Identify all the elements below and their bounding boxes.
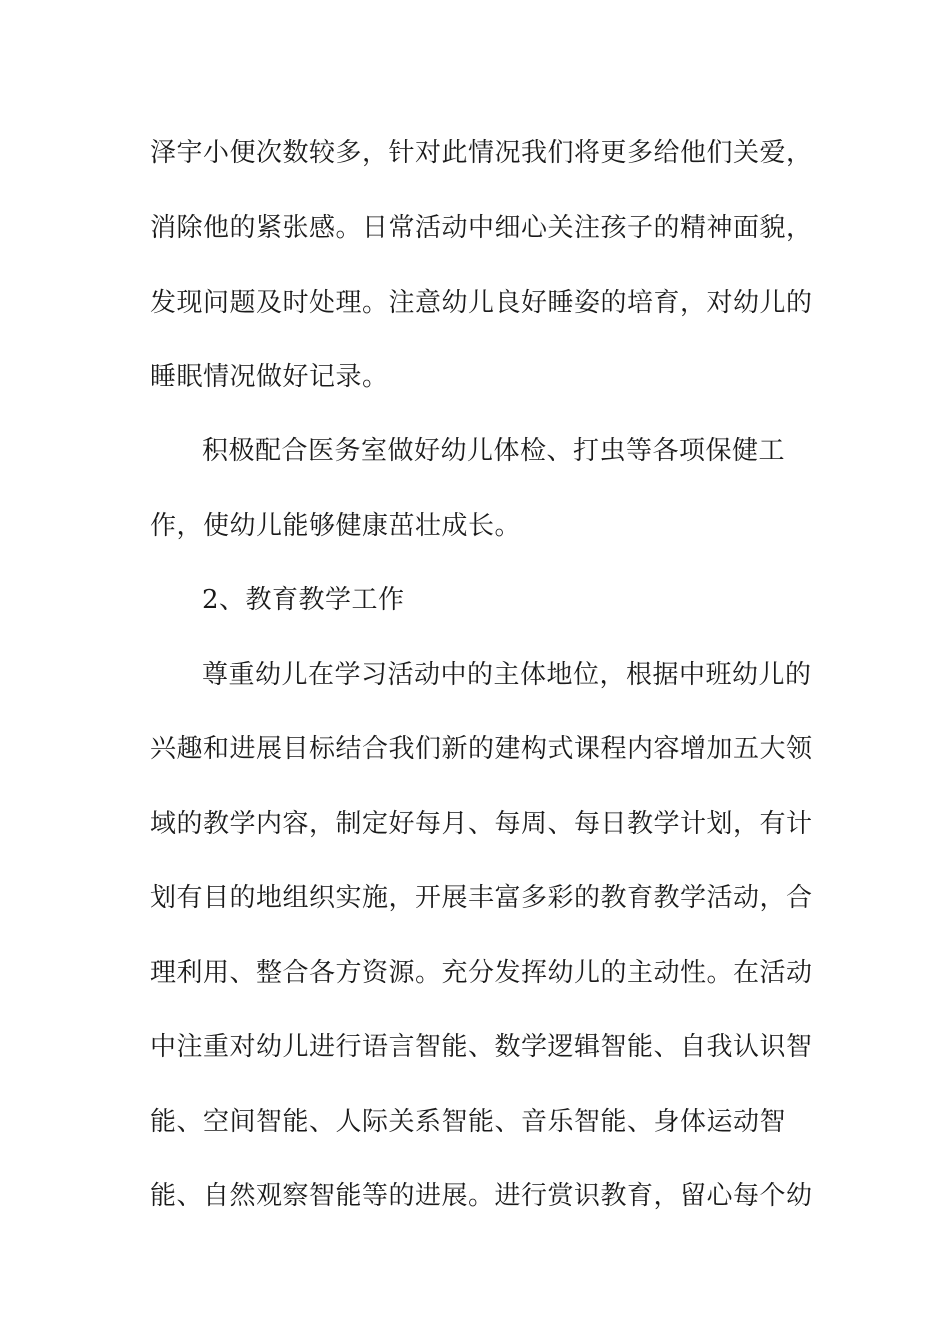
paragraph-line-9: 兴趣和进展目标结合我们新的建构式课程内容增加五大领	[150, 734, 813, 764]
paragraph-line-2: 消除他的紧张感。日常活动中细心关注孩子的精神面貌，	[150, 213, 813, 243]
paragraph-line-5: 积极配合医务室做好幼儿体检、打虫等各项保健工	[202, 436, 786, 466]
section-heading: 2、教育教学工作	[202, 585, 405, 615]
paragraph-line-8: 尊重幼儿在学习活动中的主体地位，根据中班幼儿的	[202, 660, 812, 690]
paragraph-line-15: 能、自然观察智能等的进展。进行赏识教育，留心每个幼	[150, 1181, 813, 1211]
paragraph-line-12: 理利用、整合各方资源。充分发挥幼儿的主动性。在活动	[150, 958, 813, 988]
paragraph-line-11: 划有目的地组织实施，开展丰富多彩的教育教学活动，合	[150, 883, 813, 913]
paragraph-line-13: 中注重对幼儿进行语言智能、数学逻辑智能、自我认识智	[150, 1032, 813, 1062]
paragraph-line-14: 能、空间智能、人际关系智能、音乐智能、身体运动智	[150, 1107, 787, 1137]
paragraph-line-1: 泽宇小便次数较多，针对此情况我们将更多给他们关爱，	[150, 138, 813, 168]
paragraph-line-4: 睡眠情况做好记录。	[150, 362, 389, 392]
paragraph-line-10: 域的教学内容，制定好每月、每周、每日教学计划，有计	[150, 809, 813, 839]
paragraph-line-3: 发现问题及时处理。注意幼儿良好睡姿的培育，对幼儿的	[150, 288, 813, 318]
paragraph-line-6: 作，使幼儿能够健康茁壮成长。	[150, 511, 522, 541]
